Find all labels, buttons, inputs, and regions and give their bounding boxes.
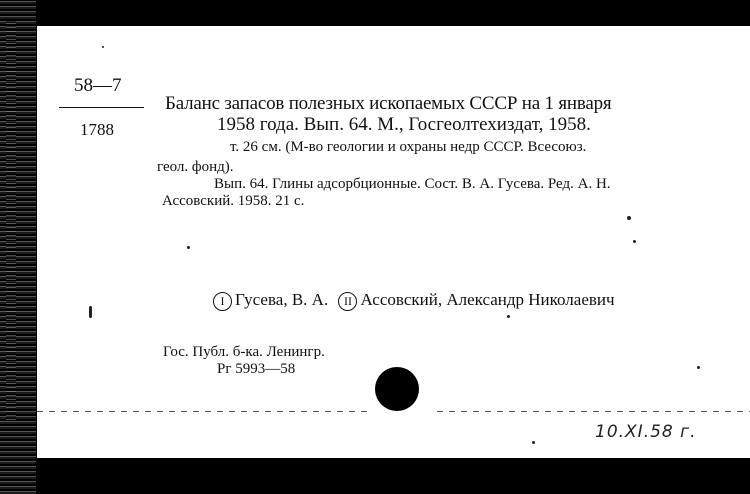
accession-number: Рг 5993—58 (217, 361, 296, 377)
call-number-bottom: 1788 (80, 120, 114, 139)
ink-speck (89, 306, 92, 318)
tracing-number-1: I (213, 292, 232, 311)
issue-note-line: Вып. 64. Глины адсорбционные. Сост. В. А. Гусева. Ред. А. Н. (214, 176, 611, 192)
tracing-entry-1: Гусева, В. А. (235, 290, 329, 309)
card-title: Баланс запасов полезных ископаемых СССР на 1 января (165, 93, 612, 114)
catalog-card (37, 26, 750, 458)
ink-speck (697, 366, 700, 369)
physical-description-line: т. 26 см. (М-во геологии и охраны недр СССР. Всесоюз. (230, 139, 587, 155)
call-number-top: 58—7 (74, 75, 122, 96)
ink-speck (633, 240, 636, 243)
call-number-divider (59, 107, 144, 108)
library-name: Гос. Публ. б-ка. Ленингр. (163, 344, 325, 360)
scan-artifact-line (37, 411, 367, 412)
tracing-number-2: II (338, 292, 357, 311)
ink-blot (375, 367, 419, 411)
ink-speck (532, 441, 535, 444)
ink-speck (102, 46, 104, 48)
series-line: геол. фонд). (157, 159, 234, 175)
tracing-line (213, 291, 615, 311)
tracing-entry-2: Ассовский, Александр Николаевич (360, 290, 615, 309)
ink-speck (187, 246, 190, 249)
ink-speck (507, 315, 510, 318)
publication-line: 1958 года. Вып. 64. М., Госгеолтехиздат, 1958. (217, 114, 591, 135)
scan-artifact-line (437, 411, 750, 412)
handwritten-date-note: 10.XI.58 г. (595, 422, 697, 442)
issue-note-continuation: Ассовский. 1958. 21 с. (162, 193, 305, 209)
ink-speck (627, 216, 631, 220)
scanner-edge-noise (0, 0, 36, 494)
